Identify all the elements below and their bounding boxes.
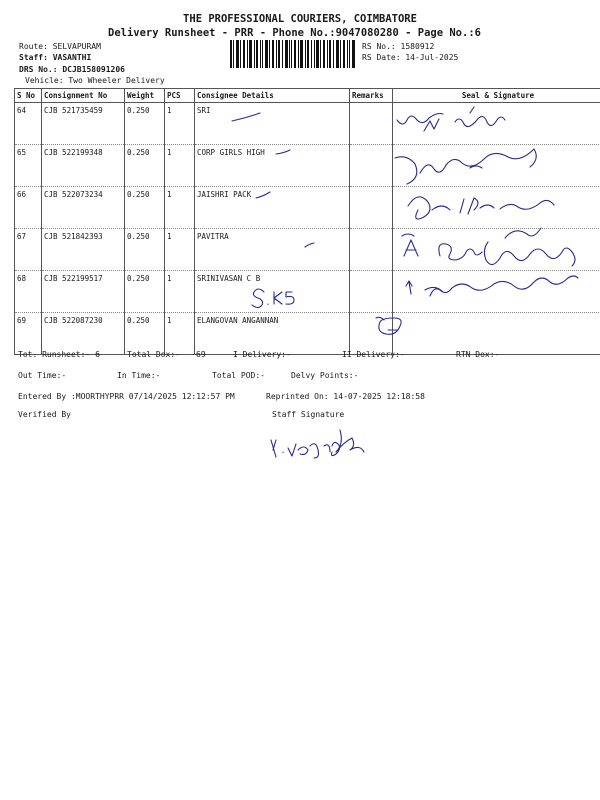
cell-consignment: CJB 522073234	[42, 187, 125, 229]
cell-consignee: SRI	[195, 103, 350, 145]
cell-weight: 0.250	[125, 187, 165, 229]
cell-pcs: 1	[165, 103, 195, 145]
vehicle-label: Vehicle:	[25, 76, 64, 85]
verified-by: Verified By	[18, 410, 71, 419]
tick-mark-row-64	[232, 113, 260, 121]
cell-weight: 0.250	[125, 229, 165, 271]
rtn-dox: RTN Dox:-	[456, 350, 500, 359]
col-header-consignee: Consignee Details	[195, 89, 350, 103]
cell-consignee: CORP GIRLS HIGH	[195, 145, 350, 187]
runsheet-subtitle: Delivery Runsheet - PRR - Phone No.:9047080280 - Page No.:6	[108, 27, 481, 39]
cell-consignment: CJB 522199517	[42, 271, 125, 313]
entered-by: Entered By :MOORTHYPRR 07/14/2025 12:12:57 PM	[18, 392, 235, 401]
cell-weight: 0.250	[125, 145, 165, 187]
col-header-pcs: PCS	[165, 89, 195, 103]
tick-mark-row-66	[256, 192, 270, 198]
cell-pcs: 1	[165, 271, 195, 313]
cell-consignee: SRINIVASAN C B	[195, 271, 350, 313]
tick-mark-row-67	[305, 243, 314, 247]
cell-consignee: ELANGOVAN ANGANNAN	[195, 313, 350, 355]
route-label: Route:	[19, 42, 48, 51]
cell-sno: 66	[15, 187, 42, 229]
in-time: In Time:-	[117, 371, 161, 380]
cell-consignment: CJB 521735459	[42, 103, 125, 145]
cell-pcs: 1	[165, 229, 195, 271]
col-header-remarks: Remarks	[350, 89, 393, 103]
signature-row-64	[397, 107, 505, 131]
cell-sno: 65	[15, 145, 42, 187]
signature-row-69	[376, 317, 401, 334]
reprinted-on: Reprinted On: 14-07-2025 12:18:58	[266, 392, 425, 401]
staff-value: VASANTHI	[52, 53, 92, 62]
cell-sno: 64	[15, 103, 42, 145]
drs-label: DRS No.:	[19, 65, 58, 74]
staff-signature	[271, 430, 364, 458]
staff-signature-label: Staff Signature	[272, 410, 345, 419]
total-dox-value: 69	[196, 350, 206, 359]
tick-mark-row-65	[276, 150, 290, 154]
delvy-points: Delvy Points:-	[291, 371, 359, 380]
rs-date-value: 14-Jul-2025	[405, 53, 459, 62]
col-header-weight: Weight	[125, 89, 165, 103]
cell-consignee: JAISHRI PACK	[195, 187, 350, 229]
signature-row-66	[408, 197, 554, 219]
cell-weight: 0.250	[125, 271, 165, 313]
cell-sno: 69	[15, 313, 42, 355]
total-dox-label: Total Dox:-	[127, 350, 180, 359]
total-pod: Total POD:-	[212, 371, 265, 380]
cell-sno: 67	[15, 229, 42, 271]
cell-consignment: CJB 522087230	[42, 313, 125, 355]
signature-row-65	[395, 149, 536, 184]
cell-weight: 0.250	[125, 313, 165, 355]
cell-consignment: CJB 522199348	[42, 145, 125, 187]
signature-row-67	[402, 228, 575, 266]
cell-consignee: PAVITRA	[195, 229, 350, 271]
company-name: THE PROFESSIONAL COURIERS, COIMBATORE	[183, 13, 417, 25]
cell-pcs: 1	[165, 145, 195, 187]
staff-label: Staff:	[19, 53, 48, 62]
out-time: Out Time:-	[18, 371, 67, 380]
drs-value: DCJB158091206	[62, 65, 125, 74]
cell-weight: 0.250	[125, 103, 165, 145]
rs-date-label: RS Date:	[362, 53, 401, 62]
pen-note-row-68	[252, 289, 294, 308]
col-header-signature: Seal & Signature	[393, 89, 600, 103]
cell-consignment: CJB 521842393	[42, 229, 125, 271]
tot-runsheet: Tot. Runsheet:- 6	[18, 350, 100, 359]
cell-pcs: 1	[165, 313, 195, 355]
col-header-consignment: Consignment No	[42, 89, 125, 103]
i-delivery: I Delivery:-	[233, 350, 291, 359]
col-header-sno: S No	[15, 89, 42, 103]
route-value: SELVAPURAM	[52, 42, 101, 51]
rs-no-value: 1580912	[400, 42, 435, 51]
signature-row-68	[406, 276, 578, 296]
cell-pcs: 1	[165, 187, 195, 229]
vehicle-value: Two Wheeler Delivery	[68, 76, 165, 85]
cell-sno: 68	[15, 271, 42, 313]
rs-no-label: RS No.:	[362, 42, 396, 51]
ii-delivery: II Delivery:-	[342, 350, 405, 359]
